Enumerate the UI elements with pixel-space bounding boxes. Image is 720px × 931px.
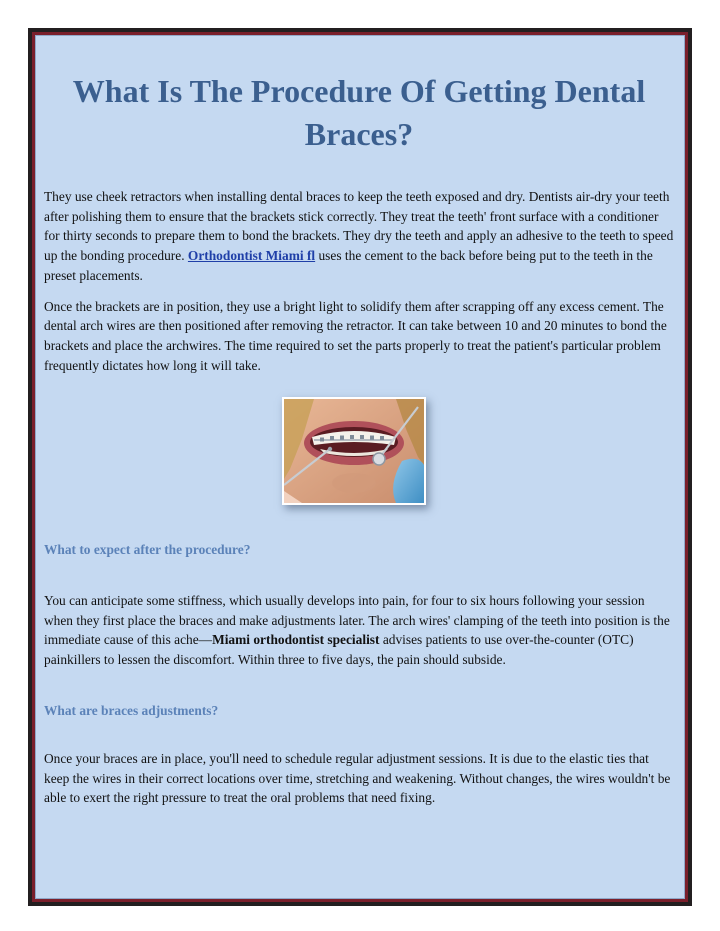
paragraph-text: advises patients to use over-the-counter (OTC) painkillers to lessen the discomfort. Within three to five days, the pain should subside.: [44, 632, 634, 668]
paragraph-text: They use cheek retractors when installing dental braces to keep the teeth exposed and dry. Dentists air-dry your teeth after polishing them to ensure that the brackets stick correctly. They treat the teeth' front surface with a conditioner for thirty seconds to prepare them to bond the brackets. They dry the teeth and apply an adhesive to the teeth to speed up the bonding procedure.: [44, 189, 674, 264]
paragraph-adjustments: Once your braces are in place, you'll need to schedule regular adjustment sessions. It is due to the elastic ties that keep the wires in their correct locations over time, stretching and weakening. Without changes, the wires wouldn't be able to exert the right pressure to treat the oral problems that need fixing.: [44, 751, 671, 806]
page-frame-inner: [32, 32, 688, 902]
document-page: [35, 35, 685, 899]
braces-smile-illustration: [284, 399, 424, 503]
section-heading-after-procedure: What to expect after the procedure?: [44, 542, 251, 557]
page-frame: [28, 28, 692, 906]
miami-orthodontist-specialist-text: Miami orthodontist specialist: [212, 632, 380, 648]
paragraph-text: You can anticipate some stiffness, which usually develops into pain, for four to six hours following your session when they first place the braces and make adjustments later. The arch wires' clamping of the teeth into position is the immediate cause of this ache—: [44, 593, 670, 648]
braces-smile-image: [282, 397, 426, 505]
orthodontist-miami-link[interactable]: Orthodontist Miami fl: [187, 248, 316, 264]
paragraph-after-procedure: [44, 591, 674, 670]
paragraph-brackets: Once the brackets are in position, they use a bright light to solidify them after scrapping off any excess cement. The dental arch wires are then positioned after removing the retractor. It can take between 10 and 20 minutes to bond the brackets and place the archwires. The time required to set the parts properly to treat the patient's particular problem frequently dictates how long it will take.: [44, 298, 667, 373]
section-heading-adjustments: What are braces adjustments?: [44, 703, 219, 718]
paragraph-bonding: [44, 187, 674, 286]
paragraph-text: uses the cement to the back before being put to the teeth in the preset placements.: [44, 248, 653, 283]
page-title: What Is The Procedure Of Getting Dental Braces?: [72, 73, 646, 152]
